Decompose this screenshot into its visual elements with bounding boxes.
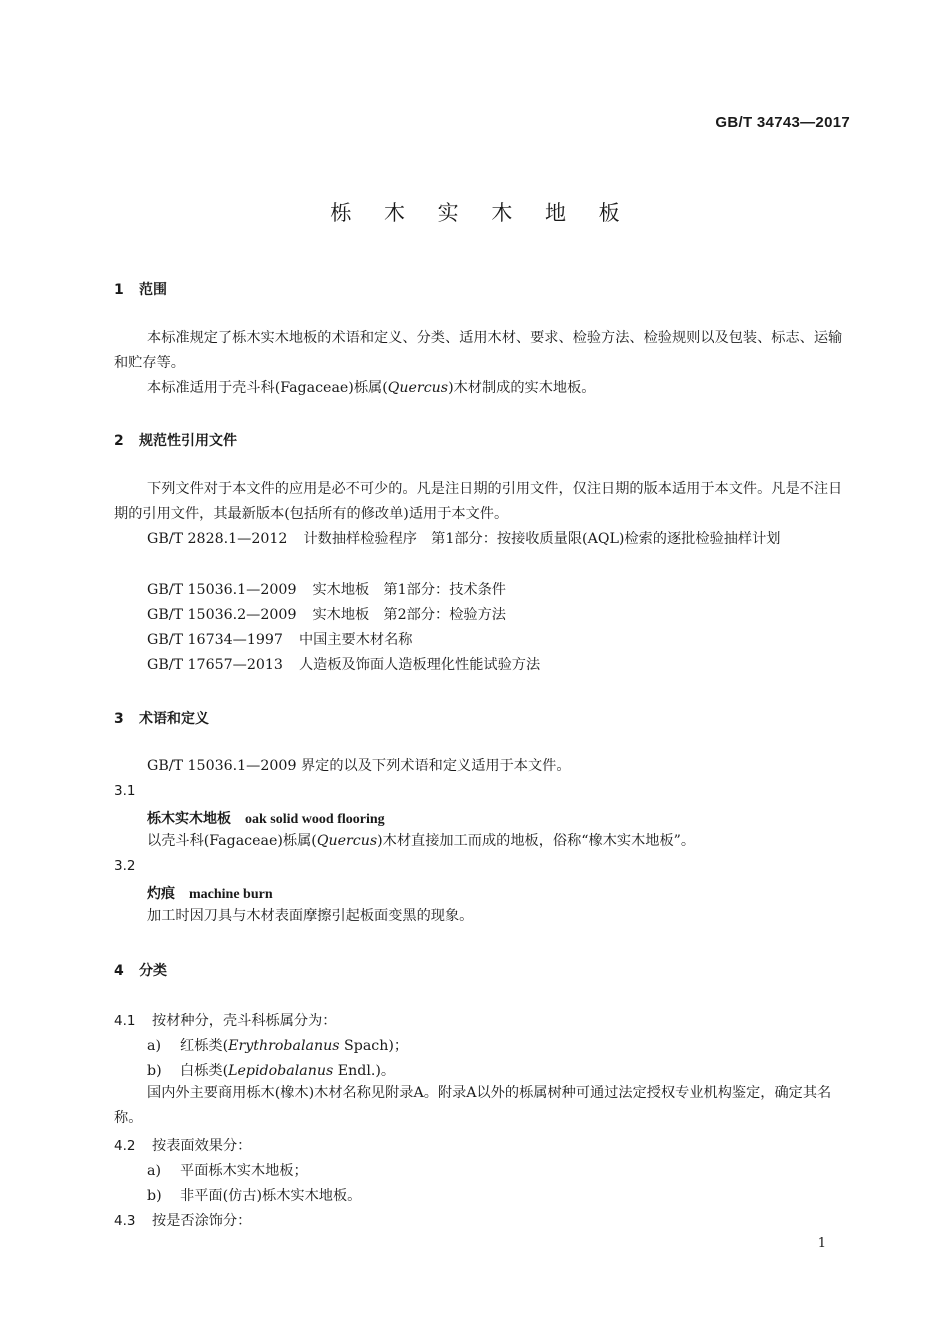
reference-code: GB/T 2828.1—2012 <box>147 531 288 547</box>
latin-taxon: Erythrobalanus <box>228 1038 340 1054</box>
clause-number: 4.3 <box>114 1213 136 1229</box>
latin-genus: Quercus <box>387 380 449 396</box>
text-run: 红栎类( <box>180 1038 229 1054</box>
standard-code: GB/T 34743—2017 <box>715 114 850 131</box>
section-title: 术语和定义 <box>139 711 209 727</box>
reference-title: 实木地板 第1部分：技术条件 <box>312 582 506 598</box>
list-text: 平面栎木实木地板； <box>180 1163 308 1179</box>
section-number: 4 <box>114 963 124 979</box>
reference-item <box>147 653 540 678</box>
section-number: 2 <box>114 433 124 449</box>
scope-paragraph-2 <box>147 376 595 401</box>
reference-title: 人造板及饰面人造板理化性能试验方法 <box>298 657 541 673</box>
terms-intro: GB/T 15036.1—2009 界定的以及下列术语和定义适用于本文件。 <box>147 758 571 774</box>
clause-4-2 <box>114 1135 251 1155</box>
text-run: Endl.)。 <box>333 1063 396 1079</box>
term-en: oak solid wood flooring <box>245 812 385 827</box>
list-text: 非平面(仿古)栎木实木地板。 <box>180 1188 362 1204</box>
term-heading <box>147 883 273 903</box>
text-run: 以壳斗科(Fagaceae)栎属( <box>147 833 317 849</box>
text-run: 白栎类( <box>180 1063 229 1079</box>
list-label: b) <box>147 1063 162 1079</box>
reference-code: GB/T 17657—2013 <box>147 657 283 673</box>
scope-paragraph-1: 本标准规定了栎木实木地板的术语和定义、分类、适用木材、要求、检验方法、检验规则以及包装、标志、运输和贮存等。 <box>114 330 843 371</box>
list-item <box>147 1035 408 1055</box>
clause-4-3 <box>114 1210 251 1230</box>
clause-text: 按表面效果分： <box>152 1138 252 1154</box>
section-title: 范围 <box>139 282 167 298</box>
section-number: 3 <box>114 711 124 727</box>
section-heading-classification <box>114 960 167 980</box>
term-cn: 栎木实木地板 <box>147 811 231 827</box>
list-item <box>147 1160 308 1180</box>
term-number: 3.1 <box>114 783 136 799</box>
reference-item <box>114 527 850 552</box>
list-label: a) <box>147 1163 161 1179</box>
term-en: machine burn <box>189 887 273 902</box>
section-heading-normative-references <box>114 430 237 450</box>
page-number: 1 <box>817 1236 826 1251</box>
list-label: a) <box>147 1038 161 1054</box>
reference-title: 计数抽样检验程序 第1部分：按接收质量限(AQL)检索的逐批检验抽样计划 <box>303 531 781 547</box>
term-definition: 加工时因刀具与木材表面摩擦引起板面变黑的现象。 <box>147 908 474 924</box>
references-intro-paragraph: 下列文件对于本文件的应用是必不可少的。凡是注日期的引用文件，仅注日期的版本适用于本文件。凡是不注日期的引用文件，其最新版本(包括所有的修改单)适用于本文件。 <box>114 481 843 522</box>
term-cn: 灼痕 <box>147 886 175 902</box>
text-run: )木材直接加工而成的地板，俗称“橡木实木地板”。 <box>377 833 696 849</box>
list-item <box>147 1185 361 1205</box>
section-title: 分类 <box>139 963 167 979</box>
document-title: 栎 木 实 木 地 板 <box>330 201 633 225</box>
term-definition <box>147 829 695 854</box>
term-heading <box>147 808 385 828</box>
section-number: 1 <box>114 282 124 298</box>
text-run: 本标准适用于壳斗科(Fagaceae)栎属( <box>147 380 388 396</box>
reference-code: GB/T 15036.1—2009 <box>147 582 297 598</box>
latin-taxon: Lepidobalanus <box>228 1063 334 1079</box>
section-title: 规范性引用文件 <box>139 433 237 449</box>
clause-number: 4.2 <box>114 1138 136 1154</box>
reference-title: 实木地板 第2部分：检验方法 <box>312 607 506 623</box>
reference-code: GB/T 16734—1997 <box>147 632 283 648</box>
section-heading-terms-definitions <box>114 708 209 728</box>
list-label: b) <box>147 1188 162 1204</box>
section-heading-scope <box>114 279 167 299</box>
reference-item <box>147 603 506 628</box>
clause-4-1 <box>114 1010 336 1030</box>
reference-item <box>147 578 506 603</box>
clause-text: 按材种分，壳斗科栎属分为： <box>152 1013 337 1029</box>
latin-genus: Quercus <box>316 833 378 849</box>
reference-title: 中国主要木材名称 <box>298 632 413 648</box>
clause-text: 按是否涂饰分： <box>152 1213 252 1229</box>
reference-item <box>147 628 412 653</box>
text-run: Spach)； <box>339 1038 409 1054</box>
text-run: )木材制成的实木地板。 <box>448 380 596 396</box>
term-number: 3.2 <box>114 858 136 874</box>
classification-paragraph: 国内外主要商用栎木(橡木)木材名称见附录A。附录A以外的栎属树种可通过法定授权专业机构鉴定，确定其名称。 <box>114 1085 832 1126</box>
clause-number: 4.1 <box>114 1013 136 1029</box>
list-item <box>147 1060 395 1080</box>
reference-code: GB/T 15036.2—2009 <box>147 607 297 623</box>
